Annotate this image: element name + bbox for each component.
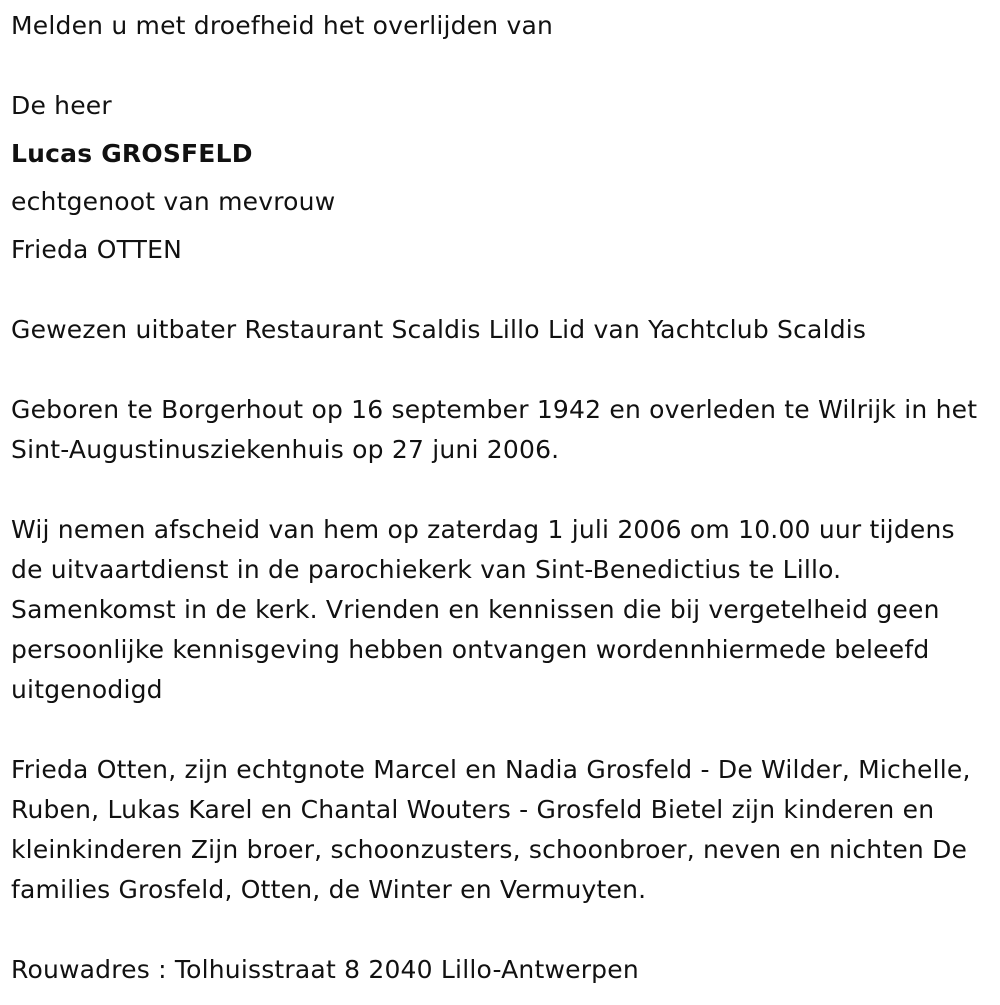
deceased-name: Lucas GROSFELD bbox=[11, 139, 253, 168]
spouse-name: Frieda OTTEN bbox=[11, 235, 182, 264]
occupation-text: Gewezen uitbater Restaurant Scaldis Lillo Lid van Yachtclub Scaldis bbox=[11, 315, 867, 344]
mourning-address: Rouwadres : Tolhuisstraat 8 2040 Lillo-Antwerpen bbox=[11, 955, 639, 984]
salutation: De heer bbox=[11, 91, 112, 120]
intro-text: Melden u met droefheid het overlijden van bbox=[11, 11, 554, 40]
funeral-paragraph: Wij nemen afscheid van hem op zaterdag 1 juli 2006 om 10.00 uur tijdens de uitvaartdienst in de parochiekerk van Sint-Benedictius te Lillo. Samenkomst in de kerk. Vrienden en kennissen die bij vergetelheid geen persoonlijke kennisgeving hebben ontvangen wordennhiermede beleefd uitgenodigd bbox=[11, 515, 955, 704]
family-paragraph: Frieda Otten, zijn echtgnote Marcel en Nadia Grosfeld - De Wilder, Michelle, Ruben, Lukas Karel en Chantal Wouters - Grosfeld Bietel zijn kinderen en kleinkinderen Zijn broer, schoonzusters, schoonbroer, neven en nichten De families Grosfeld, Otten, de Winter en Vermuyten. bbox=[11, 755, 971, 904]
spouse-label: echtgenoot van mevrouw bbox=[11, 187, 336, 216]
birth-death-paragraph: Geboren te Borgerhout op 16 september 1942 en overleden te Wilrijk in het Sint-Augustinusziekenhuis op 27 juni 2006. bbox=[11, 395, 978, 464]
